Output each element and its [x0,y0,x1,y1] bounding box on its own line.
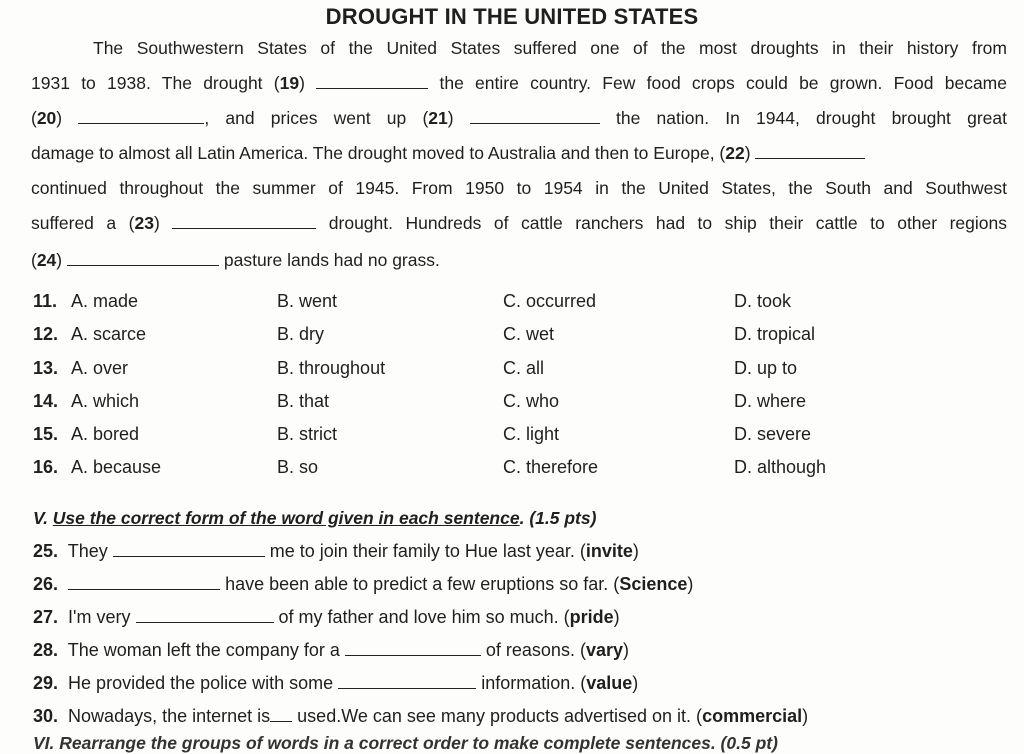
option-row-16 [33,457,1013,481]
question-number: 28. [33,640,59,660]
option-a[interactable]: A. scarce [71,324,147,344]
option-b[interactable]: B. throughout [277,358,386,378]
text: drought. Hundreds of cattle ranchers had to ship their cattle to other regions [328,213,1007,233]
text: ( [31,108,37,128]
text: information. ( [481,673,587,693]
question-number: 25. [33,541,59,561]
option-d[interactable]: D. where [734,391,807,411]
option-d[interactable]: D. up to [734,358,798,378]
option-d[interactable]: D. tropical [734,324,816,344]
text: ) [56,250,63,270]
option-number: 14. [33,391,59,411]
question-25 [33,541,639,562]
option-c[interactable]: C. light [503,424,560,444]
option-a[interactable]: A. over [71,358,129,378]
question-number: 30. [33,706,59,726]
answer-blank-23[interactable] [172,213,316,229]
section-title: Use the correct form of the word given in each sentence [52,508,520,528]
option-row-11 [33,291,1013,315]
blank-number: 22 [725,143,745,163]
section-prefix: V. [33,508,53,528]
answer-blank-26[interactable] [68,574,220,590]
question-30 [33,706,808,727]
page-title: DROUGHT IN THE UNITED STATES [325,4,699,29]
option-row-15 [33,424,1013,448]
cue-word: pride [569,607,614,627]
answer-blank-22[interactable] [755,143,865,159]
cue-word: commercial [702,706,803,726]
text: The woman left the company for a [67,640,340,660]
answer-blank-28[interactable] [345,640,481,656]
text: ) [299,73,305,93]
text: ) [802,706,809,726]
text: ( [31,250,37,270]
text: used.We can see many products advertised on it. ( [297,706,703,726]
text: , and prices went up ( [204,108,429,128]
question-number: 29. [33,673,59,693]
blank-number: 21 [428,108,448,128]
text: ) [613,607,620,627]
question-27 [33,607,620,628]
answer-blank-19[interactable] [316,73,428,89]
option-a[interactable]: A. which [71,391,140,411]
blank-number: 24 [36,250,57,270]
text: have been able to predict a few eruptions so far. ( [225,574,620,594]
option-c[interactable]: C. all [503,358,545,378]
option-b[interactable]: B. strict [277,424,338,444]
option-c[interactable]: C. who [503,391,560,411]
option-c[interactable]: C. therefore [503,457,599,477]
text: ) [56,108,63,128]
text: of reasons. ( [485,640,586,660]
option-b[interactable]: B. went [277,291,338,311]
option-b[interactable]: B. dry [277,324,325,344]
option-number: 12. [33,324,59,344]
passage-line-3 [31,107,1007,129]
passage-line-6 [31,212,1007,234]
option-c[interactable]: C. wet [503,324,555,344]
answer-blank-25[interactable] [113,541,265,557]
option-d[interactable]: D. although [734,457,827,477]
cue-word: vary [585,640,623,660]
text: ) [632,673,639,693]
blank-number: 23 [134,213,154,233]
option-number: 16. [33,457,59,477]
answer-blank-30[interactable] [270,706,292,722]
text: me to join their family to Hue last year. ( [269,541,586,561]
question-number: 27. [33,607,59,627]
blank-number: 20 [36,108,57,128]
question-28 [33,640,629,661]
passage-line-5 [31,177,1007,199]
option-b[interactable]: B. that [277,391,330,411]
option-a[interactable]: A. because [71,457,162,477]
option-number: 15. [33,424,59,444]
cue-word: value [586,673,633,693]
text: ) [632,541,639,561]
option-a[interactable]: A. made [71,291,139,311]
text: ) [687,574,694,594]
option-d[interactable]: D. took [734,291,792,311]
text: pasture lands had no grass. [223,250,440,270]
option-row-14 [33,391,1013,415]
option-number: 11. [33,291,58,311]
option-b[interactable]: B. so [277,457,319,477]
section-heading [33,508,596,529]
text: ) [447,108,454,128]
answer-blank-24[interactable] [67,250,219,266]
option-row-12 [33,324,1013,348]
text: He provided the police with some [68,673,334,693]
text: Nowadays, the internet is [68,706,271,726]
answer-blank-21[interactable] [470,108,600,124]
passage-line-2 [31,72,1007,94]
text: 1931 to 1938. The drought ( [31,73,280,93]
text: They [67,541,108,561]
next-section-heading: VI. Rearrange the groups of words in a correct order to make complete sentences. (0.5 pt) [33,733,778,753]
text: ) [744,143,751,163]
section-points: . (1.5 pts) [519,508,597,528]
answer-blank-29[interactable] [338,673,476,689]
passage-line-1 [31,37,1007,59]
text: suffered a ( [31,213,135,233]
answer-blank-27[interactable] [136,607,274,623]
option-number: 13. [33,358,59,378]
question-26 [33,574,693,595]
passage-text: The Southwestern States of the United States suffered one of the most droughts in their history from [93,38,1007,58]
passage-line-7 [31,249,1007,271]
text: I'm very [68,607,131,627]
option-c[interactable]: C. occurred [503,291,597,311]
text: ) [153,213,160,233]
text: of my father and love him so much. ( [278,607,570,627]
option-a[interactable]: A. bored [71,424,140,444]
cue-word: Science [619,574,688,594]
question-number: 26. [33,574,59,594]
option-d[interactable]: D. severe [734,424,812,444]
text: the nation. In 1944, drought brought great [616,108,1007,128]
text: continued throughout the summer of 1945. From 1950 to 1954 in the United States, the South and Southwest [31,178,1007,198]
blank-number: 19 [279,73,300,93]
answer-blank-20[interactable] [78,108,204,124]
option-row-13 [33,358,1013,382]
text: damage to almost all Latin America. The drought moved to Australia and then to Europe, ( [31,143,726,163]
text: the entire country. Few food crops could be grown. Food became [439,73,1007,93]
passage-line-4 [31,142,1007,164]
cue-word: invite [585,541,633,561]
question-29 [33,673,638,694]
text: ) [622,640,629,660]
